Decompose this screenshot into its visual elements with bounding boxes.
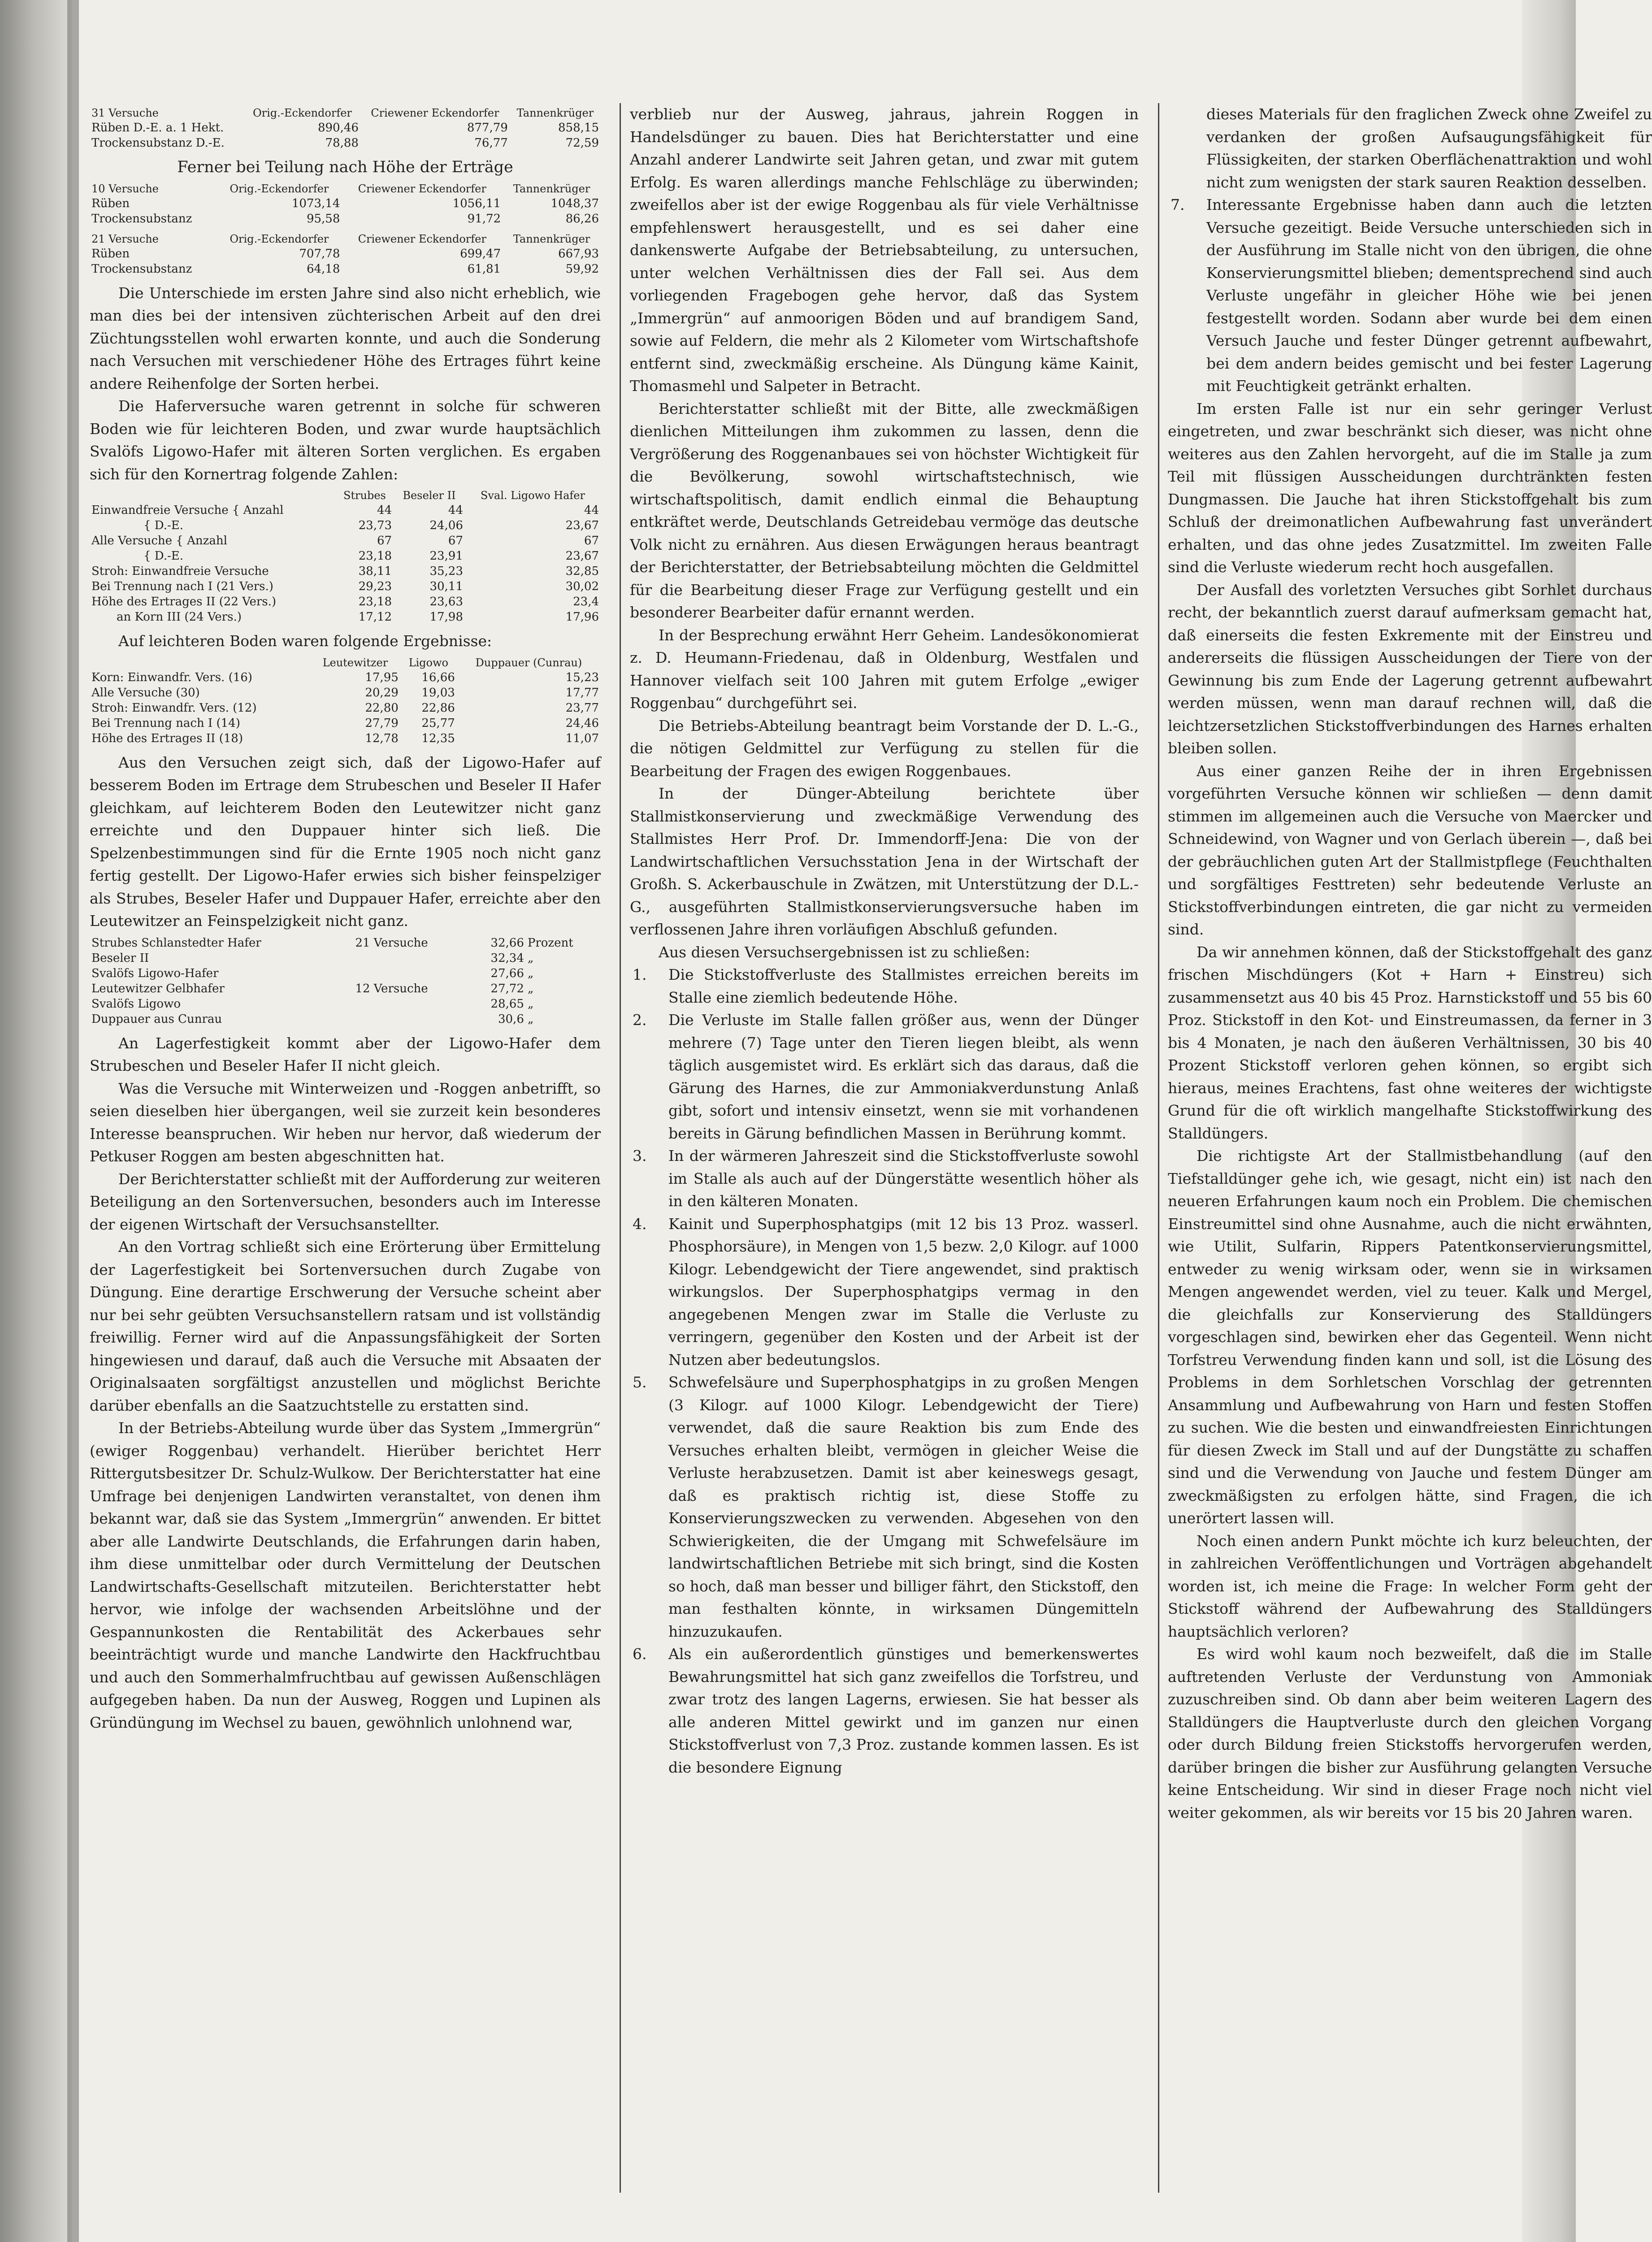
list-item — [630, 1145, 1139, 1213]
table-cell: 22,86 — [421, 701, 455, 715]
table-cell: 23,18 — [358, 595, 392, 608]
column-3 — [1168, 103, 1652, 2193]
table-row — [90, 120, 601, 135]
table-cell: Svalöfs Ligowo — [91, 997, 181, 1011]
table-cell: Trockensubstanz — [91, 262, 192, 276]
table-row — [90, 981, 601, 996]
paragraph: Es wird wohl kaum noch bezweifelt, daß die im Stalle auftretenden Verluste der Verdunstung von Ammoniak zuzuschreiben sind. Ob dann aber beim weiteren Lagern des Stalldüngers die Hauptverluste durch den gleichen Vorgang oder durch Bildung freien Stickstoffs hervorgerufen werden, darüber bringen die bisher zur Ausführung gelangten Versuche keine Entscheidung. Wir sind in dieser Frage noch nicht viel weiter gekommen, als wir bereits vor 15 bis 20 Jahren waren. — [1168, 1645, 1652, 1821]
table-cell: 11,07 — [565, 731, 599, 745]
table-cell: 32,85 — [565, 565, 599, 578]
table-cell: Stroh: Einwandfreie Versuche — [91, 565, 269, 578]
table-header-cell: 21 Versuche — [91, 232, 159, 245]
table-cell: 23,77 — [565, 701, 599, 715]
list-text: Als ein außerordentlich günstiges und bemerkenswertes Bewahrungsmittel hat sich ganz zweifellos die Torfstreu, und zwar trotz des langen Lagerns, erwiesen. Sie hat besser als alle anderen Mittel gewirkt und im ganzen nur einen Stickstoffverlust von 7,3 Proz. zustande kommen lassen. Es ist die besondere Eignung — [668, 1645, 1139, 1776]
table-row — [90, 564, 601, 579]
table-cell: 64,18 — [306, 262, 340, 276]
table-row — [90, 731, 601, 746]
list-item — [630, 1009, 1139, 1145]
column-divider — [620, 103, 621, 2193]
table-cell: Einwandfreie Versuche { Anzahl — [91, 504, 284, 517]
conclusion-list-continued — [1168, 103, 1652, 398]
table-header-cell: Sval. Ligowo Hafer — [480, 489, 585, 502]
table-cell: „ — [527, 997, 534, 1011]
list-number: 4. — [633, 1215, 647, 1233]
table-cell: 890,46 — [317, 121, 359, 135]
table-row — [90, 211, 601, 226]
table-cell: 23,4 — [573, 595, 599, 608]
table-header-cell: Orig.-Eckendorfer — [252, 107, 352, 119]
table-row — [90, 135, 601, 151]
paragraph: Der Berichterstatter schließt mit der Aufforderung zur weiteren Beteiligung an den Sortenversuchen, besonders auch im Interesse der eigenen Wirtschaft der Versuchsanstellter. — [90, 1170, 601, 1233]
table-cell: „ — [527, 982, 534, 995]
table-cell: 27,72 — [490, 982, 524, 995]
table-cell: Rüben — [91, 247, 130, 261]
table-cell: 29,23 — [358, 580, 392, 593]
table-cell: 24,46 — [565, 716, 599, 730]
paragraph: In der Betriebs-Abteilung wurde über das System „Immergrün“ (ewiger Roggenbau) verhandelt. Hierüber berichtet Herr Rittergutsbesitzer Dr. Schulz-Wulkow. Der Berichterstatter hat eine Umfrage bei denjenigen Landwirten veranstaltet, von denen ihm bekannt war, daß sie das System „Immergrün“ anwenden. Er bittet aber alle Landwirte Deutschlands, die Erfahrungen darin haben, ihm diese unmittelbar oder durch Vermittelung der Deutschen Landwirtschafts-Gesellschaft mitzuteilen. Berichterstatter hebt hervor, wie infolge der wachsenden Arbeitslöhne und der Gespannunkosten die Rentabilität des Ackerbaues sehr beeinträchtigt wurde und manche Landwirte den Hackfruchtbau und auch den Sommerhalmfruchtbau auf gewissen Außenschlägen aufgegeben haben. Da nun der Ausweg, Roggen und Lupinen als Gründüngung im Wechsel zu bauen, gewöhnlich unlohnend war, — [90, 1419, 601, 1731]
table-row — [90, 685, 601, 700]
paragraph: An Lagerfestigkeit kommt aber der Ligowo-Hafer dem Strubeschen und Beseler Hafer II nicht gleich. — [90, 1034, 601, 1074]
table-cell: 17,77 — [565, 686, 599, 700]
table-cell: 877,79 — [467, 121, 508, 135]
list-item — [1168, 194, 1652, 398]
table-cell: Alle Versuche (30) — [91, 686, 200, 700]
table-cell: 21 Versuche — [355, 936, 428, 950]
table-cell: { D.-E. — [143, 549, 184, 563]
paragraph: Im ersten Falle ist nur ein sehr geringer Verlust eingetreten, und zwar beschränkt sich dieser, was nicht ohne weiteres aus den Zahlen hervorgeht, auf die im Stalle ja zum Teil mit flüssigen Ausscheidungen durchtränkten festen Dungmassen. Die Jauche hat ihren Stickstoffgehalt bis zum Schluß der dreimonatlichen Aufbewahrung fast unverändert erhalten, und das ohne jedes Zusatzmittel. Im zweiten Falle sind die Verluste wiederum recht hoch ausgefallen. — [1168, 400, 1652, 576]
table-cell: Stroh: Einwandfr. Vers. (12) — [91, 701, 257, 715]
table-cell: Bei Trennung nach I (21 Vers.) — [91, 580, 273, 593]
table-cell: 67 — [377, 534, 392, 547]
table-cell: 28,65 — [490, 997, 524, 1011]
table-cell: 27,66 — [490, 966, 524, 980]
table-cell: 707,78 — [299, 247, 340, 261]
table-header-cell: Duppauer (Cunrau) — [475, 656, 582, 669]
paragraph: verblieb nur der Ausweg, jahraus, jahrein Roggen in Handelsdünger zu bauen. Dies hat Berichterstatter und eine Anzahl anderer Landwirte seit Jahren getan, und zwar mit gutem Erfolg. Es waren allerdings manche Fehlschläge zu überwinden; zweifellos aber ist der ewige Roggenbau als für viele Verhältnisse empfehlenswert herausgestellt, und es sei daher eine dankenswerte Aufgabe der Betriebsabteilung, zu untersuchen, unter welchen Verhältnissen dies der Fall sei. Aus dem vorliegenden Fragebogen gehe hervor, daß das System „Immergrün“ auf anmoorigen Böden und auf brandigem Sand, sowie auf Feldern, die mehr als 2 Kilometer vom Wirtschaftshofe entfernt sind, zweckmäßig erscheine. Als Düngung käme Kainit, Thomasmehl und Salpeter in Betracht. — [630, 105, 1139, 395]
list-item — [630, 1371, 1139, 1643]
table-header-cell: Criewener Eckendorfer — [371, 107, 499, 119]
table-cell: Korn: Einwandfr. Vers. (16) — [91, 670, 252, 684]
table-rueben-31 — [90, 106, 601, 151]
table-cell: 78,88 — [325, 136, 359, 150]
table-row — [90, 533, 601, 548]
table-cell: 67 — [448, 534, 463, 547]
table-cell: 67 — [584, 534, 599, 547]
table-cell: 15,23 — [565, 670, 599, 684]
column-divider — [1158, 103, 1159, 2193]
table-header-cell: Tannenkrüger — [513, 232, 590, 245]
table-header-cell: 31 Versuche — [91, 107, 159, 119]
table-row — [90, 246, 601, 261]
paragraph: Noch einen andern Punkt möchte ich kurz beleuchten, der in zahlreichen Veröffentlichungen und Vorträgen abgehandelt worden ist, ich meine die Frage: In welcher Form geht der Stickstoff während der Aufbewahrung des Stalldüngers hauptsächlich verloren? — [1168, 1532, 1652, 1640]
table-hafer-leicht — [90, 656, 601, 746]
paragraph: In der Dünger-Abteilung berichtete über Stallmistkonservierung und zweckmäßige Verwendung des Stallmistes Herr Prof. Dr. Immendorff-Jena: Die von der Landwirtschaftlichen Versuchsstation Jena in der Wirtschaft der Großh. S. Ackerbauschule in Zwätzen, mit Unterstützung der D.L.-G., ausgeführten Stallmistkonservierungsversuche haben im verflossenen Jahre ihren vorläufigen Abschluß gefunden. — [630, 785, 1139, 938]
table-header-cell: Ligowo — [408, 656, 448, 669]
table-cell: 59,92 — [565, 262, 599, 276]
table-cell — [353, 996, 469, 1012]
list-number: 5. — [633, 1373, 647, 1391]
table-row — [90, 196, 601, 211]
table-cell: 35,23 — [429, 565, 463, 578]
table-row — [90, 700, 601, 716]
table-header-cell: Orig.-Eckendorfer — [230, 232, 329, 245]
book-binding-shadow — [0, 0, 72, 2242]
list-text: Interessante Ergebnisse haben dann auch die letzten Versuche gezeitigt. Beide Versuche unterschieden sich in der Ausführung im Stalle nicht von den übrigen, die ohne Konservierungsmittel blieben; dementsprechend sind auch Verluste ungefähr in gleicher Höhe wie bei jenen festgestellt worden. Sodann aber wurde bei dem einen Versuch Jauche und fester Dünger getrennt aufbewahrt, bei dem andern beides gemischt und bei fester Lagerung mit Feuchtigkeit getränkt erhalten. — [1206, 196, 1652, 395]
table-cell: Trockensubstanz D.-E. — [91, 136, 225, 150]
table-header-cell: Strubes — [343, 489, 386, 502]
table-cell: 91,72 — [467, 212, 501, 226]
table-header-cell: 10 Versuche — [91, 182, 159, 195]
table-cell: Leutewitzer Gelbhafer — [91, 982, 225, 995]
table-cell: 23,91 — [429, 549, 463, 563]
table-hafer-schwer — [90, 488, 601, 625]
table-cell: 12 Versuche — [355, 982, 428, 995]
table-cell: Rüben — [91, 196, 130, 210]
binding-edge — [67, 0, 79, 2242]
table-row — [90, 935, 601, 951]
table-row — [90, 261, 601, 277]
table-cell: 38,11 — [358, 565, 392, 578]
table-header-cell: Criewener Eckendorfer — [358, 232, 486, 245]
table-cell: 23,67 — [565, 519, 599, 532]
table-row — [90, 966, 601, 981]
table-row — [90, 609, 601, 625]
table-cell: „ — [527, 1012, 534, 1026]
table-cell: Rüben D.-E. a. 1 Hekt. — [91, 121, 224, 135]
table-cell: 32,66 — [490, 936, 524, 950]
paragraph: In der Besprechung erwähnt Herr Geheim. Landesökonomierat z. D. Heumann-Friedenau, daß in Oldenburg, Westfalen und Hannover vielfach seit 100 Jahren mit gutem Erfolge „ewiger Roggenbau“ durchgeführt sei. — [630, 626, 1139, 712]
table-cell: 1048,37 — [551, 196, 599, 210]
table-cell — [353, 1012, 469, 1027]
list-number: 7. — [1171, 196, 1185, 213]
paragraph: Aus den Versuchen zeigt sich, daß der Ligowo-Hafer auf besserem Boden im Ertrage dem Strubeschen und Beseler II Hafer gleichkam, auf leichterem Boden den Leutewitzer nicht ganz erreichte und den Duppauer hinter sich ließ. Die Spelzenbestimmungen sind für die Ernte 1905 noch nicht ganz fertig gestellt. Der Ligowo-Hafer erwies sich bisher feinspelziger als Strubes, Beseler Hafer und Duppauer Hafer, erreichte aber den Leutewitzer an Feinspelzigkeit nicht ganz. — [90, 753, 601, 930]
table-cell: 17,98 — [429, 610, 463, 624]
conclusion-list — [630, 964, 1139, 1779]
table-cell: 19,03 — [421, 686, 455, 700]
table-row — [90, 548, 601, 564]
table-cell: 23,18 — [358, 549, 392, 563]
table-header-cell: Leutewitzer — [322, 656, 388, 669]
table-cell: 72,59 — [565, 136, 599, 150]
table-cell: 76,77 — [474, 136, 508, 150]
table-spelzen — [90, 935, 601, 1027]
table-header-cell: Orig.-Eckendorfer — [230, 182, 329, 195]
table-cell: 17,12 — [358, 610, 392, 624]
table-cell: 44 — [377, 504, 392, 517]
table-row — [90, 951, 601, 966]
paragraph: Auf leichteren Boden waren folgende Ergebnisse: — [118, 632, 492, 650]
table-cell: „ — [527, 951, 534, 965]
paragraph: Der Ausfall des vorletzten Versuches gibt Sorhlet durchaus recht, der bekanntlich zuerst darauf aufmerksam gemacht hat, daß einerseits die festen Exkremente mit der Einstreu und andererseits die flüssigen Ausscheidungen der Tiere von der Gewinnung bis zum Ende der Lagerung getrennt aufbewahrt werden müssen, wenn man darauf rechnen will, daß die leichtzersetzlichen Stickstoffverbindungen des Harnes erhalten bleiben sollen. — [1168, 581, 1652, 757]
column-1 — [90, 103, 601, 2193]
table-cell: 30,6 — [498, 1012, 524, 1026]
table-row — [90, 594, 601, 609]
table-header-cell: Tannenkrüger — [513, 182, 590, 195]
table-cell: Höhe des Ertrages II (18) — [91, 731, 243, 745]
table-cell: 16,66 — [421, 670, 455, 684]
list-item — [630, 1643, 1139, 1779]
list-item — [1168, 103, 1652, 194]
list-number: 6. — [633, 1645, 647, 1663]
table-cell: 667,93 — [558, 247, 599, 261]
list-number: 2. — [633, 1011, 647, 1029]
table-cell: 24,06 — [429, 519, 463, 532]
table-cell: 61,81 — [467, 262, 501, 276]
table-cell: 86,26 — [565, 212, 599, 226]
table-row — [90, 579, 601, 594]
paragraph: Aus einer ganzen Reihe der in ihren Ergebnissen vorgeführten Versuche können wir schließen — denn damit stimmen im allgemeinen auch die Versuche von Maercker und Schneidewind, von Wagner und von Gerlach überein —, daß bei der gebräuchlichen guten Art der Stallmistpflege (Feuchthalten und sorgfältiges Festtreten) sehr bedeutende Verluste an Stickstoffverbindungen eintreten, die gar nicht zu vermeiden sind. — [1168, 762, 1652, 938]
paragraph: Die Betriebs-Abteilung beantragt beim Vorstande der D. L.-G., die nötigen Geldmittel zur Verfügung zu stellen für die Bearbeitung der Fragen des ewigen Roggenbaues. — [630, 717, 1139, 780]
table-rueben-21 — [90, 232, 601, 277]
table-cell: an Korn III (24 Vers.) — [117, 610, 242, 624]
table-header-cell: Criewener Eckendorfer — [358, 182, 486, 195]
table-cell: 699,47 — [460, 247, 501, 261]
list-text: dieses Materials für den fraglichen Zweck ohne Zweifel zu verdanken der großen Aufsaugungsfähigkeit für Flüssigkeiten, der starken Oberflächenattraktion und wohl nicht zum wenigsten der stark sauren Reaktion desselben. — [1206, 105, 1652, 191]
table-cell: { D.-E. — [143, 519, 184, 532]
table-row — [90, 670, 601, 685]
paragraph: Die richtigste Art der Stallmistbehandlung (auf den Tiefstalldünger gehe ich, wie gesagt, nicht ein) ist nach den neueren Erfahrungen kaum noch ein Problem. Die chemischen Einstreumittel sind ohne Ausnahme, auch die nicht erwähnten, wie Utilit, Sulfarin, Rippers Patentkonservierungsmittel, entweder zu wenig wirksam oder, wenn sie in wirksamen Mengen angewendet werden, viel zu teuer. Kalk und Mergel, die gleichfalls zur Konservierung des Stalldüngers vorgeschlagen sind, bewirken eher das Gegenteil. Wenn nicht Torfstreu Verwendung finden kann und soll, ist die Lösung des Problems in dem Sorhletschen Vorschlag der getrennten Ansammlung und Aufbewahrung von Harn und festen Stoffen zu suchen. Wie die besten und einwandfreiesten Einrichtungen für diesen Zweck im Stall und auf der Dungstätte zu schaffen sind und die Verwendung von Jauche und festem Dünger am zweckmäßigsten zu erfolgen hätte, sind Fragen, die ich unerörtert lassen will. — [1168, 1147, 1652, 1527]
paragraph: Berichterstatter schließt mit der Bitte, alle zweckmäßigen dienlichen Mitteilungen ihm zukommen zu lassen, denn die Vergrößerung des Roggenanbaues sei von höchster Wichtigkeit für die Bevölkerung, sowohl wirtschaftstechnisch, wie wirtschaftspolitisch, damit endlich einmal die Behauptung entkräftet werde, Deutschlands Getreidebau vermöge das deutsche Volk nicht zu ernähren. Aus diesen Erwägungen heraus beantragt der Berichterstatter, der Betriebsabteilung möchten die Geldmittel für die Bearbeitung dieser Frage zur Verfügung gestellt und ein besonderer Bearbeiter dafür ernannt werden. — [630, 400, 1139, 621]
table-cell: Prozent — [527, 936, 573, 950]
paragraph: Da wir annehmen können, daß der Stickstoffgehalt des ganz frischen Mischdüngers (Kot + Harn + Einstreu) sich zusammensetzt aus 40 bis 45 Proz. Harnstickstoff und 55 bis 60 Proz. Stickstoff in den Kot- und Einstreumassen, da ferner in 3 bis 4 Monaten, je nach den äußeren Verhältnissen, 30 bis 40 Prozent Stickstoff verloren gehen können, so ergibt sich hieraus, meines Erachtens, fast ohne weiteres der wichtigste Grund für die oft wirklich mangelhafte Stickstoffwirkung des Stalldüngers. — [1168, 943, 1652, 1142]
table-cell: 95,58 — [306, 212, 340, 226]
paragraph: An den Vortrag schließt sich eine Erörterung über Ermittelung der Lagerfestigkeit bei Sortenversuchen durch Zugabe von Düngung. Eine derartige Erschwerung der Versuche scheint aber nur bei sehr geübten Versuchsanstellern ratsam und ist vollständig freiwillig. Ferner wird auf die Anpassungsfähigkeit der Sorten hingewiesen und darauf, daß auch die Versuche mit Absaaten der Originalsaaten sorgfältigst anzustellen und möglichst Berichte darüber ebenfalls an die Saatzuchtstelle zu erstatten sind. — [90, 1238, 601, 1414]
section-heading: Ferner bei Teilung nach Höhe der Erträge — [177, 158, 513, 176]
table-cell: Duppauer aus Cunrau — [91, 1012, 222, 1026]
table-cell: Strubes Schlanstedter Hafer — [91, 936, 261, 950]
table-header-cell — [90, 656, 310, 670]
table-cell: 27,79 — [365, 716, 399, 730]
list-text: Schwefelsäure und Superphosphatgips in zu großen Mengen (3 Kilogr. auf 1000 Kilogr. Lebendgewicht der Tiere) verwendet, daß die saure Reaktion bis zum Ende des Versuches erhalten bleibt, vermögen in gleicher Weise die Verluste herabzusetzen. Damit ist aber keineswegs gesagt, daß es praktisch richtig ist, diese Stoffe zu Konservierungszwecken zu verwenden. Abgesehen von den Schwierigkeiten, die der Umgang mit Schwefelsäure im landwirtschaftlichen Betriebe mit sich bringt, sind die Kosten so hoch, daß man besser und billiger fährt, den Stickstoff, den man festhalten könnte, in wirksamen Düngemitteln hinzuzukaufen. — [668, 1373, 1139, 1640]
table-cell: 12,35 — [421, 731, 455, 745]
table-cell — [353, 966, 469, 981]
list-number: 3. — [633, 1147, 647, 1164]
table-cell: Alle Versuche { Anzahl — [91, 534, 227, 547]
table-cell: Trockensubstanz — [91, 212, 192, 226]
list-item — [630, 1213, 1139, 1372]
table-cell: 30,02 — [565, 580, 599, 593]
list-text: In der wärmeren Jahreszeit sind die Stickstoffverluste sowohl im Stalle als auch auf der Düngerstätte wesentlich höher als in den kälteren Monaten. — [668, 1147, 1139, 1210]
paragraph: Die Unterschiede im ersten Jahre sind also nicht erheblich, wie man dies bei der intensiven züchterischen Arbeit auf den drei Züchtungsstellen wohl erwarten konnte, und auch die Sonderung nach Versuchen mit verschiedener Höhe des Ertrages führt keine andere Reihenfolge der Sorten herbei. — [90, 284, 601, 392]
list-number: 1. — [633, 966, 647, 983]
table-header-cell: Beseler II — [403, 489, 456, 502]
list-text: Die Stickstoffverluste des Stallmistes erreichen bereits im Stalle eine ziemlich bedeutende Höhe. — [668, 966, 1139, 1006]
table-cell: 23,73 — [358, 519, 392, 532]
list-text: Die Verluste im Stalle fallen größer aus, wenn der Dünger mehrere (7) Tage unter den Tieren liegen bleibt, als wenn täglich ausgemistet wird. Es erklärt sich das daraus, daß die Gärung des Harnes, die zur Ammoniakverdunstung Anlaß gibt, sofort und intensiv einsetzt, wenn sie mit vorhandenen bereits in Gärung befindlichen Massen in Berührung kommt. — [668, 1011, 1139, 1142]
table-cell: Svalöfs Ligowo-Hafer — [91, 966, 219, 980]
table-row — [90, 1012, 601, 1027]
table-header-cell — [90, 488, 336, 503]
paragraph: Die Haferversuche waren getrennt in solche für schweren Boden wie für leichteren Boden, und zwar wurde hauptsächlich Svalöfs Ligowo-Hafer mit älteren Sorten verglichen. Es ergaben sich für den Kornertrag folgende Zahlen: — [90, 397, 601, 483]
table-rueben-10 — [90, 182, 601, 226]
table-cell: Bei Trennung nach I (14) — [91, 716, 240, 730]
table-cell: 17,96 — [565, 610, 599, 624]
table-row — [90, 996, 601, 1012]
table-cell: „ — [527, 966, 534, 980]
table-cell: 1056,11 — [452, 196, 501, 210]
table-cell — [353, 951, 469, 966]
table-row — [90, 716, 601, 731]
table-cell: 17,95 — [365, 670, 399, 684]
table-cell: 30,11 — [429, 580, 463, 593]
list-item — [630, 964, 1139, 1009]
table-cell: 1073,14 — [291, 196, 340, 210]
table-cell: 858,15 — [558, 121, 599, 135]
table-cell: 44 — [448, 504, 463, 517]
table-header-cell: Tannenkrüger — [516, 107, 594, 119]
column-2 — [630, 103, 1139, 2193]
table-cell: 23,67 — [565, 549, 599, 563]
paragraph: Aus diesen Versuchsergebnissen ist zu schließen: — [659, 943, 1030, 961]
table-cell: 22,80 — [365, 701, 399, 715]
table-cell: Höhe des Ertrages II (22 Vers.) — [91, 595, 277, 608]
list-text: Kainit und Superphosphatgips (mit 12 bis 13 Proz. wasserl. Phosphorsäure), in Mengen von 1,5 bezw. 2,0 Kilogr. auf 1000 Kilogr. Lebendgewicht der Tiere angewendet, sind praktisch wirkungslos. Der Superphosphatgips vermag in den angegebenen Mengen zwar im Stalle die Verluste zu verringern, gegenüber den Kosten und der Arbeit ist der Nutzen aber bedeutungslos. — [668, 1215, 1139, 1369]
table-cell: 12,78 — [365, 731, 399, 745]
table-row — [90, 518, 601, 533]
table-row — [90, 503, 601, 518]
table-cell: 25,77 — [421, 716, 455, 730]
table-cell: 20,29 — [365, 686, 399, 700]
table-cell: Beseler II — [91, 951, 149, 965]
table-cell: 44 — [584, 504, 599, 517]
paragraph: Was die Versuche mit Winterweizen und -Roggen anbetrifft, so seien dieselben hier übergangen, weil sie zurzeit kein besonderes Interesse beanspruchen. Wir heben nur hervor, daß wiederum der Petkuser Roggen am besten abgeschnitten hat. — [90, 1079, 601, 1165]
page — [90, 103, 1652, 2193]
table-cell: 23,63 — [429, 595, 463, 608]
table-cell: 32,34 — [490, 951, 524, 965]
